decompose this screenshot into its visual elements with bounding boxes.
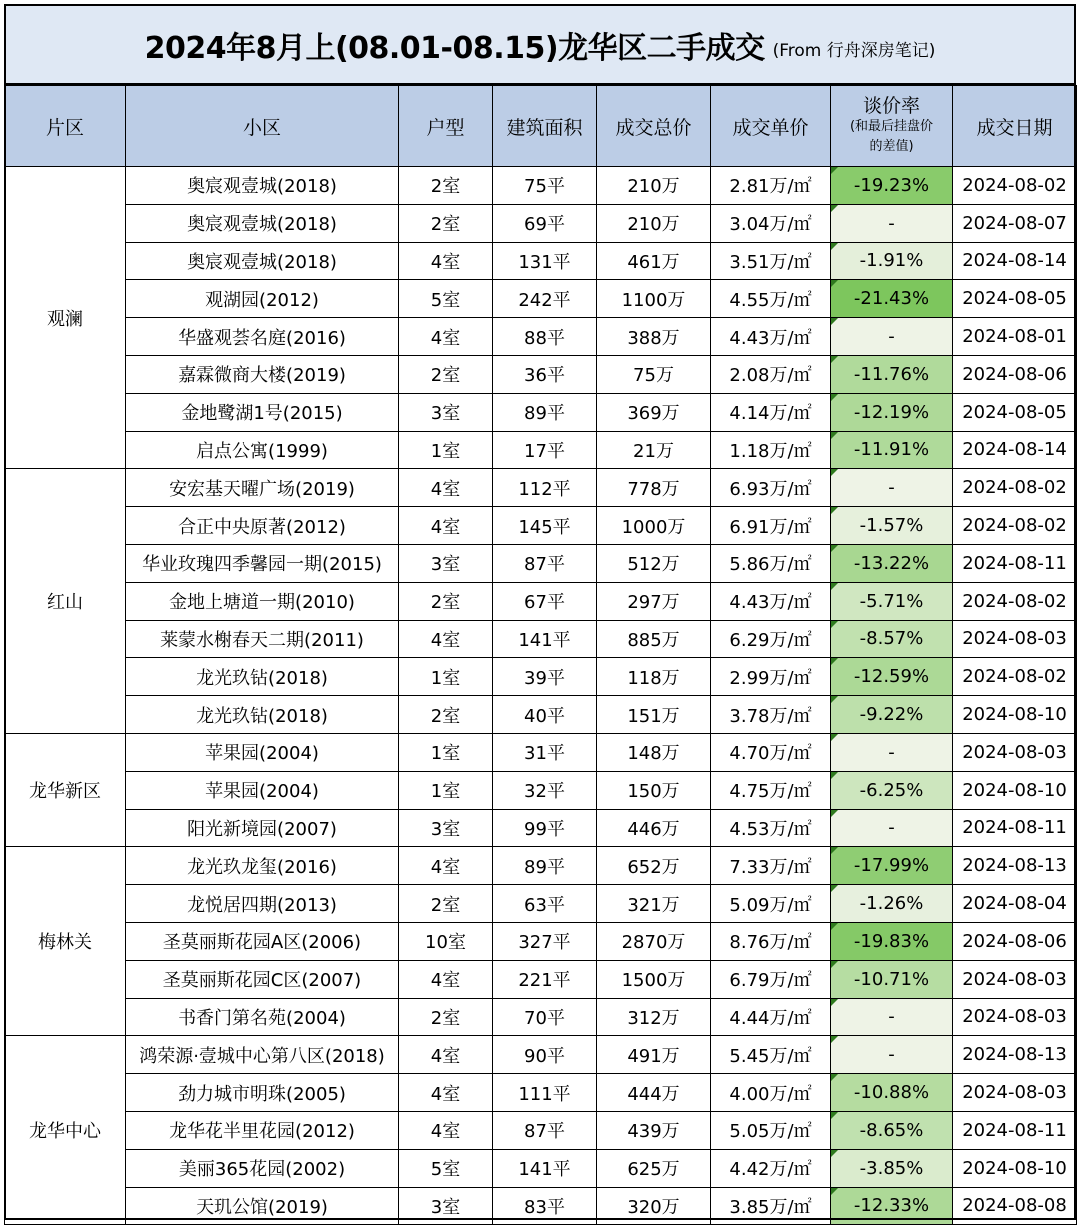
- date-cell: 2024-08-07: [953, 204, 1077, 242]
- area-cell: 242平: [493, 280, 597, 318]
- area-cell: 70平: [493, 998, 597, 1036]
- area-cell: 87平: [493, 1111, 597, 1149]
- total-price-cell: 885万: [597, 620, 711, 658]
- unit-price-cell: 2.08万/㎡: [711, 355, 831, 393]
- area-cell: 63平: [493, 885, 597, 923]
- community-cell: 合正中央原著(2012): [126, 507, 399, 545]
- total-price-cell: 439万: [597, 1111, 711, 1149]
- discount-rate-value: -21.43%: [853, 288, 930, 310]
- area-cell: 89平: [493, 393, 597, 431]
- date-cell: 2024-08-03: [953, 998, 1077, 1036]
- area-cell: 89平: [493, 847, 597, 885]
- discount-rate-value: -11.76%: [853, 363, 930, 385]
- date-cell: 2024-08-11: [953, 1111, 1077, 1149]
- area-cell: 40平: [493, 696, 597, 734]
- discount-rate-value: -: [888, 326, 895, 348]
- area-cell: 131平: [493, 242, 597, 280]
- area-cell: 83平: [493, 1187, 597, 1225]
- discount-rate-value: -12.59%: [853, 666, 930, 688]
- area-cell: 75平: [493, 167, 597, 205]
- community-cell: 龙光玖龙玺(2016): [126, 847, 399, 885]
- area-cell: 145平: [493, 507, 597, 545]
- layout-cell: 2室: [399, 582, 493, 620]
- date-cell: 2024-08-02: [953, 658, 1077, 696]
- layout-cell: 4室: [399, 469, 493, 507]
- layout-cell: 2室: [399, 696, 493, 734]
- discount-rate-value: -8.57%: [859, 628, 924, 650]
- date-cell: 2024-08-10: [953, 1149, 1077, 1187]
- date-cell: 2024-08-03: [953, 733, 1077, 771]
- unit-price-cell: 3.51万/㎡: [711, 242, 831, 280]
- discount-rate-value: -19.83%: [853, 930, 930, 952]
- area-cell: 99平: [493, 809, 597, 847]
- unit-price-cell: 6.29万/㎡: [711, 620, 831, 658]
- table-frame: [4, 4, 1076, 1220]
- date-cell: 2024-08-10: [953, 771, 1077, 809]
- discount-rate-value: -17.99%: [853, 855, 930, 877]
- discount-rate-value: -13.22%: [853, 552, 930, 574]
- layout-cell: 2室: [399, 167, 493, 205]
- unit-price-cell: 5.05万/㎡: [711, 1111, 831, 1149]
- community-cell: 圣莫丽斯花园A区(2006): [126, 922, 399, 960]
- unit-price-cell: 3.85万/㎡: [711, 1187, 831, 1225]
- total-price-cell: 369万: [597, 393, 711, 431]
- community-cell: 圣莫丽斯花园C区(2007): [126, 960, 399, 998]
- header-community: 小区: [126, 86, 399, 167]
- unit-price-cell: 2.99万/㎡: [711, 658, 831, 696]
- layout-cell: 4室: [399, 847, 493, 885]
- community-cell: 莱蒙水榭春天二期(2011): [126, 620, 399, 658]
- discount-rate-value: -: [888, 1006, 895, 1028]
- total-price-cell: 512万: [597, 544, 711, 582]
- layout-cell: 4室: [399, 1074, 493, 1112]
- date-cell: 2024-08-10: [953, 696, 1077, 734]
- layout-cell: 5室: [399, 1149, 493, 1187]
- unit-price-cell: 6.79万/㎡: [711, 960, 831, 998]
- community-cell: 龙光玖钻(2018): [126, 696, 399, 734]
- unit-price-cell: 4.43万/㎡: [711, 582, 831, 620]
- area-cell: 88平: [493, 318, 597, 356]
- area-cell: 31平: [493, 733, 597, 771]
- unit-price-cell: 7.33万/㎡: [711, 847, 831, 885]
- date-cell: 2024-08-06: [953, 355, 1077, 393]
- area-cell: 87平: [493, 544, 597, 582]
- district-cell: 龙华中心: [5, 1036, 126, 1225]
- total-price-cell: 320万: [597, 1187, 711, 1225]
- district-cell: 龙华新区: [5, 733, 126, 846]
- layout-cell: 10室: [399, 922, 493, 960]
- area-cell: 90平: [493, 1036, 597, 1074]
- discount-rate-value: -11.91%: [853, 439, 930, 461]
- layout-cell: 4室: [399, 242, 493, 280]
- total-price-cell: 1000万: [597, 507, 711, 545]
- page-title: 2024年8月上(08.01-08.15)龙华区二手成交: [144, 30, 765, 66]
- unit-price-cell: 4.53万/㎡: [711, 809, 831, 847]
- layout-cell: 1室: [399, 658, 493, 696]
- date-cell: 2024-08-02: [953, 469, 1077, 507]
- header-discount-note-2: 的差值): [869, 139, 914, 154]
- area-cell: 69平: [493, 204, 597, 242]
- header-discount-note-1: (和最后挂盘价: [849, 119, 934, 134]
- unit-price-cell: 3.78万/㎡: [711, 696, 831, 734]
- total-price-cell: 297万: [597, 582, 711, 620]
- total-price-cell: 210万: [597, 204, 711, 242]
- unit-price-cell: 4.14万/㎡: [711, 393, 831, 431]
- discount-rate-value: -: [888, 1044, 895, 1066]
- header-total-price: 成交总价: [597, 86, 711, 167]
- community-cell: 书香门第名苑(2004): [126, 998, 399, 1036]
- area-cell: 141平: [493, 620, 597, 658]
- layout-cell: 2室: [399, 998, 493, 1036]
- total-price-cell: 321万: [597, 885, 711, 923]
- area-cell: 112平: [493, 469, 597, 507]
- community-cell: 美丽365花园(2002): [126, 1149, 399, 1187]
- layout-cell: 2室: [399, 885, 493, 923]
- community-cell: 阳光新境园(2007): [126, 809, 399, 847]
- total-price-cell: 148万: [597, 733, 711, 771]
- date-cell: 2024-08-03: [953, 1074, 1077, 1112]
- layout-cell: 1室: [399, 733, 493, 771]
- layout-cell: 4室: [399, 1036, 493, 1074]
- total-price-cell: 1500万: [597, 960, 711, 998]
- header-date: 成交日期: [953, 86, 1077, 167]
- layout-cell: 1室: [399, 771, 493, 809]
- district-cell: 红山: [5, 469, 126, 734]
- total-price-cell: 150万: [597, 771, 711, 809]
- layout-cell: 3室: [399, 544, 493, 582]
- area-cell: 67平: [493, 582, 597, 620]
- discount-rate-value: -9.22%: [859, 704, 924, 726]
- layout-cell: 1室: [399, 431, 493, 469]
- unit-price-cell: 6.91万/㎡: [711, 507, 831, 545]
- date-cell: 2024-08-11: [953, 544, 1077, 582]
- layout-cell: 2室: [399, 204, 493, 242]
- discount-rate-value: -12.19%: [853, 401, 930, 423]
- unit-price-cell: 5.45万/㎡: [711, 1036, 831, 1074]
- district-cell: 观澜: [5, 167, 126, 469]
- header-district: 片区: [5, 86, 126, 167]
- community-cell: 鸿荣源·壹城中心第八区(2018): [126, 1036, 399, 1074]
- layout-cell: 4室: [399, 960, 493, 998]
- total-price-cell: 118万: [597, 658, 711, 696]
- area-cell: 141平: [493, 1149, 597, 1187]
- community-cell: 苹果园(2004): [126, 733, 399, 771]
- layout-cell: 3室: [399, 809, 493, 847]
- community-cell: 金地上塘道一期(2010): [126, 582, 399, 620]
- discount-rate-value: -: [888, 741, 895, 763]
- total-price-cell: 21万: [597, 431, 711, 469]
- discount-rate-value: -1.57%: [859, 515, 924, 537]
- unit-price-cell: 6.93万/㎡: [711, 469, 831, 507]
- unit-price-cell: 3.04万/㎡: [711, 204, 831, 242]
- total-price-cell: 625万: [597, 1149, 711, 1187]
- page-subtitle: (From 行舟深房笔记): [772, 41, 936, 61]
- discount-rate-value: -: [888, 477, 895, 499]
- layout-cell: 4室: [399, 620, 493, 658]
- community-cell: 苹果园(2004): [126, 771, 399, 809]
- discount-rate-value: -1.91%: [859, 250, 924, 272]
- unit-price-cell: 4.70万/㎡: [711, 733, 831, 771]
- community-cell: 龙华花半里花园(2012): [126, 1111, 399, 1149]
- community-cell: 华盛观荟名庭(2016): [126, 318, 399, 356]
- unit-price-cell: 5.86万/㎡: [711, 544, 831, 582]
- total-price-cell: 75万: [597, 355, 711, 393]
- total-price-cell: 461万: [597, 242, 711, 280]
- area-cell: 111平: [493, 1074, 597, 1112]
- unit-price-cell: 5.09万/㎡: [711, 885, 831, 923]
- discount-rate-value: -12.33%: [853, 1195, 930, 1217]
- unit-price-cell: 4.42万/㎡: [711, 1149, 831, 1187]
- discount-rate-value: -: [888, 212, 895, 234]
- community-cell: 奥宸观壹城(2018): [126, 242, 399, 280]
- layout-cell: 3室: [399, 393, 493, 431]
- community-cell: 观湖园(2012): [126, 280, 399, 318]
- date-cell: 2024-08-05: [953, 393, 1077, 431]
- area-cell: 221平: [493, 960, 597, 998]
- total-price-cell: 652万: [597, 847, 711, 885]
- date-cell: 2024-08-13: [953, 1036, 1077, 1074]
- date-cell: 2024-08-04: [953, 885, 1077, 923]
- date-cell: 2024-08-02: [953, 507, 1077, 545]
- total-price-cell: 2870万: [597, 922, 711, 960]
- total-price-cell: 151万: [597, 696, 711, 734]
- date-cell: 2024-08-14: [953, 431, 1077, 469]
- unit-price-cell: 4.43万/㎡: [711, 318, 831, 356]
- community-cell: 天玑公馆(2019): [126, 1187, 399, 1225]
- discount-rate-value: -3.85%: [859, 1157, 924, 1179]
- discount-rate-value: -8.65%: [859, 1119, 924, 1141]
- community-cell: 劲力城市明珠(2005): [126, 1074, 399, 1112]
- area-cell: 32平: [493, 771, 597, 809]
- date-cell: 2024-08-03: [953, 620, 1077, 658]
- area-cell: 36平: [493, 355, 597, 393]
- total-price-cell: 388万: [597, 318, 711, 356]
- unit-price-cell: 8.76万/㎡: [711, 922, 831, 960]
- date-cell: 2024-08-02: [953, 167, 1077, 205]
- date-cell: 2024-08-08: [953, 1187, 1077, 1225]
- discount-rate-value: -10.71%: [853, 968, 930, 990]
- date-cell: 2024-08-03: [953, 960, 1077, 998]
- total-price-cell: 210万: [597, 167, 711, 205]
- community-cell: 安宏基天曜广场(2019): [126, 469, 399, 507]
- layout-cell: 4室: [399, 318, 493, 356]
- total-price-cell: 778万: [597, 469, 711, 507]
- date-cell: 2024-08-13: [953, 847, 1077, 885]
- total-price-cell: 446万: [597, 809, 711, 847]
- date-cell: 2024-08-06: [953, 922, 1077, 960]
- community-cell: 嘉霖微商大楼(2019): [126, 355, 399, 393]
- header-discount-title: 谈价率: [862, 95, 920, 117]
- community-cell: 华业玫瑰四季馨园一期(2015): [126, 544, 399, 582]
- unit-price-cell: 4.55万/㎡: [711, 280, 831, 318]
- layout-cell: 2室: [399, 355, 493, 393]
- discount-rate-value: -6.25%: [859, 779, 924, 801]
- date-cell: 2024-08-02: [953, 582, 1077, 620]
- area-cell: 17平: [493, 431, 597, 469]
- unit-price-cell: 4.00万/㎡: [711, 1074, 831, 1112]
- community-cell: 龙悦居四期(2013): [126, 885, 399, 923]
- layout-cell: 4室: [399, 507, 493, 545]
- discount-rate-value: -: [888, 817, 895, 839]
- community-cell: 启点公寓(1999): [126, 431, 399, 469]
- area-cell: 327平: [493, 922, 597, 960]
- header-unit-price: 成交单价: [711, 86, 831, 167]
- header-area: 建筑面积: [493, 86, 597, 167]
- date-cell: 2024-08-14: [953, 242, 1077, 280]
- discount-rate-value: -5.71%: [859, 590, 924, 612]
- unit-price-cell: 2.81万/㎡: [711, 167, 831, 205]
- total-price-cell: 444万: [597, 1074, 711, 1112]
- total-price-cell: 491万: [597, 1036, 711, 1074]
- layout-cell: 4室: [399, 1111, 493, 1149]
- layout-cell: 5室: [399, 280, 493, 318]
- community-cell: 金地鹭湖1号(2015): [126, 393, 399, 431]
- community-cell: 奥宸观壹城(2018): [126, 204, 399, 242]
- header-layout: 户型: [399, 86, 493, 167]
- district-cell: 梅林关: [5, 847, 126, 1036]
- unit-price-cell: 4.44万/㎡: [711, 998, 831, 1036]
- unit-price-cell: 4.75万/㎡: [711, 771, 831, 809]
- unit-price-cell: 1.18万/㎡: [711, 431, 831, 469]
- layout-cell: 3室: [399, 1187, 493, 1225]
- discount-rate-value: -1.26%: [859, 893, 924, 915]
- total-price-cell: 312万: [597, 998, 711, 1036]
- total-price-cell: 1100万: [597, 280, 711, 318]
- date-cell: 2024-08-05: [953, 280, 1077, 318]
- discount-rate-value: -10.88%: [853, 1082, 930, 1104]
- community-cell: 奥宸观壹城(2018): [126, 167, 399, 205]
- date-cell: 2024-08-01: [953, 318, 1077, 356]
- date-cell: 2024-08-11: [953, 809, 1077, 847]
- area-cell: 39平: [493, 658, 597, 696]
- discount-rate-value: -19.23%: [853, 174, 930, 196]
- community-cell: 龙光玖钻(2018): [126, 658, 399, 696]
